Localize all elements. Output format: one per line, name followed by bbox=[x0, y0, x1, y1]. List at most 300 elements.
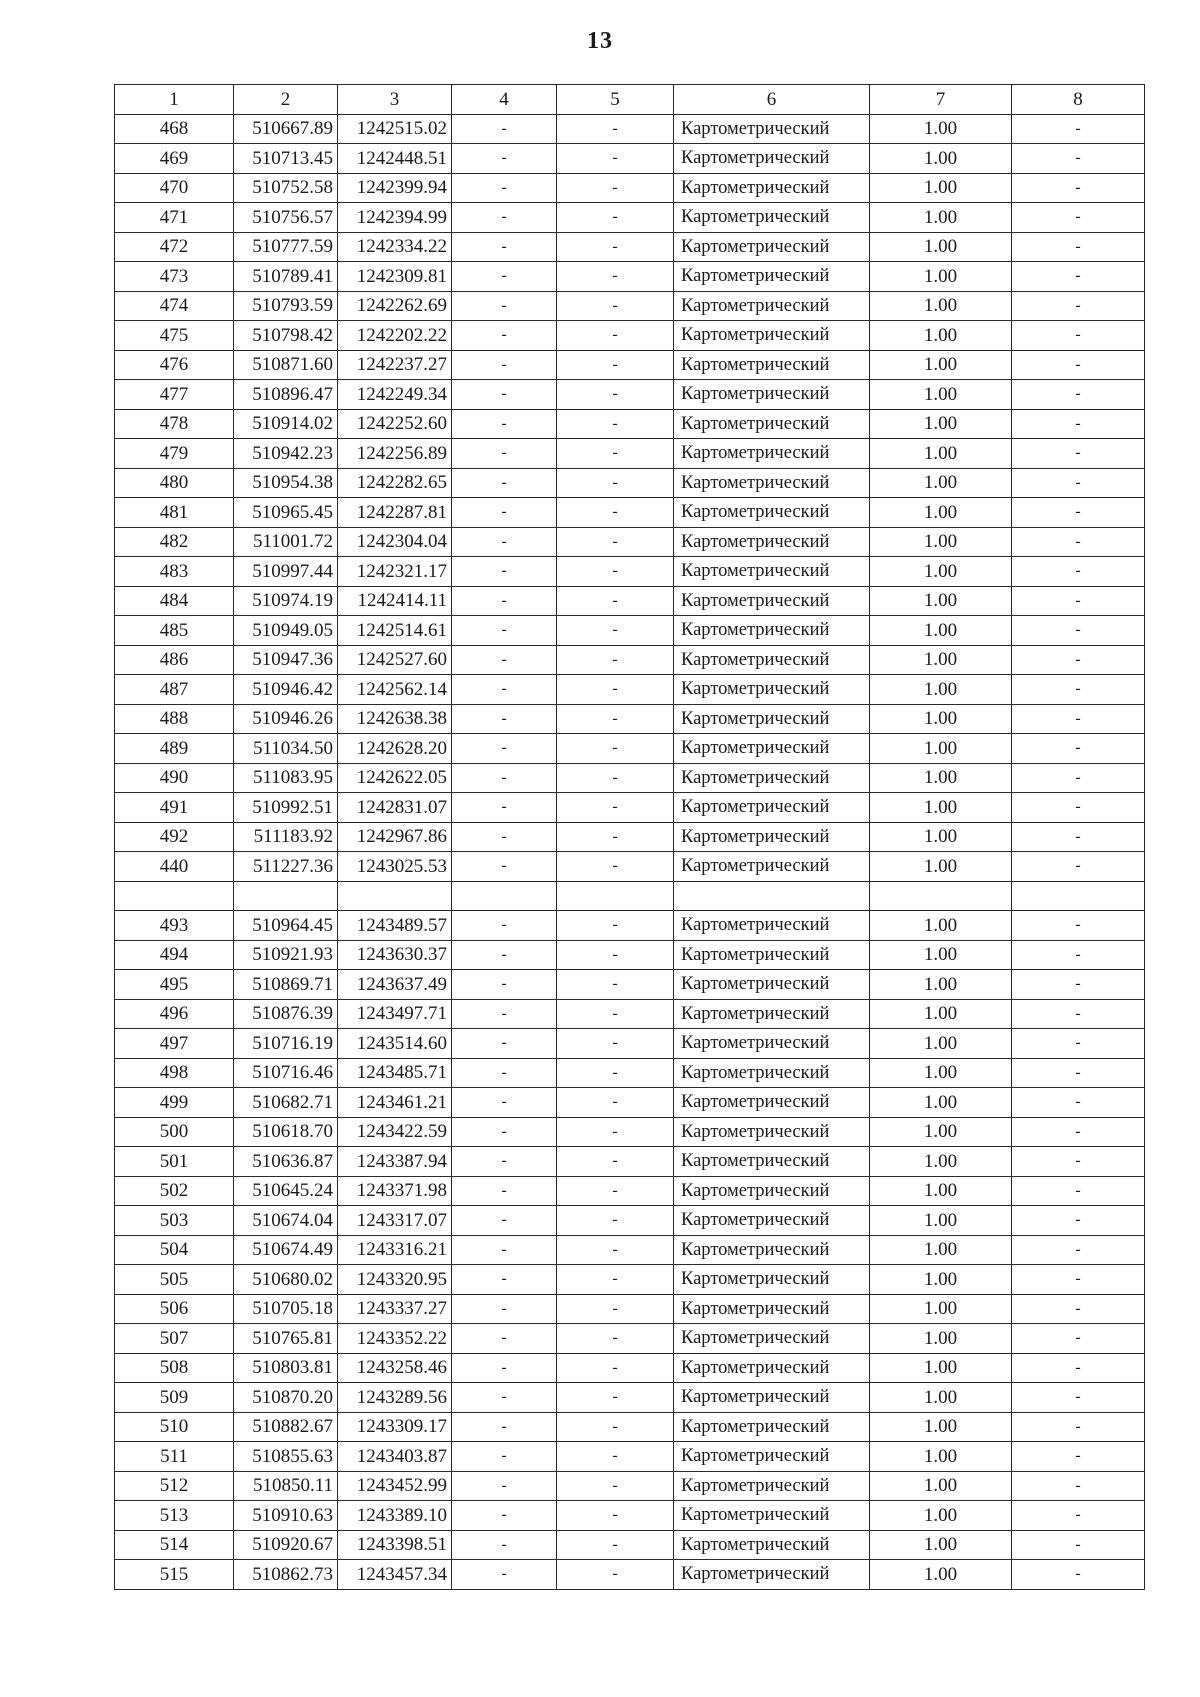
column-8-cell: - bbox=[1012, 1383, 1145, 1413]
column-8-cell: - bbox=[1012, 1265, 1145, 1295]
column-5-cell: - bbox=[557, 1353, 674, 1383]
x-coordinate-cell: 510716.19 bbox=[234, 1029, 338, 1059]
x-coordinate-cell: 510752.58 bbox=[234, 173, 338, 203]
column-5-cell: - bbox=[557, 114, 674, 144]
column-4-cell: - bbox=[452, 291, 557, 321]
column-5-cell: - bbox=[557, 1294, 674, 1324]
y-coordinate-cell: 1243352.22 bbox=[338, 1324, 452, 1354]
point-number-cell: 440 bbox=[115, 852, 234, 882]
x-coordinate-cell: 510680.02 bbox=[234, 1265, 338, 1295]
column-5-cell: - bbox=[557, 1442, 674, 1472]
y-coordinate-cell: 1243289.56 bbox=[338, 1383, 452, 1413]
point-number-cell: 502 bbox=[115, 1176, 234, 1206]
y-coordinate-cell: 1243398.51 bbox=[338, 1530, 452, 1560]
column-5-cell: - bbox=[557, 763, 674, 793]
y-coordinate-cell: 1243637.49 bbox=[338, 970, 452, 1000]
accuracy-cell: 1.00 bbox=[870, 262, 1012, 292]
accuracy-cell: 1.00 bbox=[870, 409, 1012, 439]
column-8-cell: - bbox=[1012, 586, 1145, 616]
method-cell: Картометрический bbox=[674, 645, 870, 675]
y-coordinate-cell: 1243025.53 bbox=[338, 852, 452, 882]
y-coordinate-cell: 1243316.21 bbox=[338, 1235, 452, 1265]
method-cell: Картометрический bbox=[674, 704, 870, 734]
column-8-cell: - bbox=[1012, 1324, 1145, 1354]
point-number-cell: 480 bbox=[115, 468, 234, 498]
point-number-cell: 484 bbox=[115, 586, 234, 616]
method-cell: Картометрический bbox=[674, 203, 870, 233]
method-cell: Картометрический bbox=[674, 1324, 870, 1354]
table-row bbox=[115, 793, 1145, 823]
column-5-cell: - bbox=[557, 911, 674, 941]
y-coordinate-cell: 1243489.57 bbox=[338, 911, 452, 941]
column-5-cell: - bbox=[557, 852, 674, 882]
point-number-cell: 479 bbox=[115, 439, 234, 469]
column-5-cell: - bbox=[557, 1117, 674, 1147]
point-number-cell: 497 bbox=[115, 1029, 234, 1059]
column-4-cell: - bbox=[452, 852, 557, 882]
point-number-cell: 507 bbox=[115, 1324, 234, 1354]
point-number-cell: 499 bbox=[115, 1088, 234, 1118]
x-coordinate-cell: 510964.45 bbox=[234, 911, 338, 941]
column-8-cell: - bbox=[1012, 970, 1145, 1000]
column-4-cell: - bbox=[452, 1235, 557, 1265]
column-4-cell: - bbox=[452, 940, 557, 970]
column-5-cell: - bbox=[557, 734, 674, 764]
column-8-cell: - bbox=[1012, 822, 1145, 852]
accuracy-cell: 1.00 bbox=[870, 1412, 1012, 1442]
table-row bbox=[115, 350, 1145, 380]
method-cell: Картометрический bbox=[674, 350, 870, 380]
x-coordinate-cell: 511227.36 bbox=[234, 852, 338, 882]
column-header-7: 7 bbox=[870, 85, 1012, 115]
x-coordinate-cell: 510682.71 bbox=[234, 1088, 338, 1118]
x-coordinate-cell: 510674.04 bbox=[234, 1206, 338, 1236]
method-cell: Картометрический bbox=[674, 734, 870, 764]
table-row bbox=[115, 1501, 1145, 1531]
y-coordinate-cell: 1242638.38 bbox=[338, 704, 452, 734]
column-8-cell: - bbox=[1012, 409, 1145, 439]
column-4-cell bbox=[452, 881, 557, 911]
y-coordinate-cell: 1242252.60 bbox=[338, 409, 452, 439]
column-8-cell: - bbox=[1012, 380, 1145, 410]
accuracy-cell: 1.00 bbox=[870, 616, 1012, 646]
column-5-cell: - bbox=[557, 1088, 674, 1118]
method-cell: Картометрический bbox=[674, 1176, 870, 1206]
column-5-cell: - bbox=[557, 675, 674, 705]
x-coordinate-cell: 510765.81 bbox=[234, 1324, 338, 1354]
y-coordinate-cell: 1243320.95 bbox=[338, 1265, 452, 1295]
column-4-cell: - bbox=[452, 1501, 557, 1531]
accuracy-cell: 1.00 bbox=[870, 1265, 1012, 1295]
accuracy-cell: 1.00 bbox=[870, 734, 1012, 764]
x-coordinate-cell: 510947.36 bbox=[234, 645, 338, 675]
column-4-cell: - bbox=[452, 114, 557, 144]
y-coordinate-cell: 1242287.81 bbox=[338, 498, 452, 528]
column-4-cell: - bbox=[452, 1206, 557, 1236]
point-number-cell: 501 bbox=[115, 1147, 234, 1177]
method-cell: Картометрический bbox=[674, 1206, 870, 1236]
y-coordinate-cell: 1243422.59 bbox=[338, 1117, 452, 1147]
y-coordinate-cell: 1243371.98 bbox=[338, 1176, 452, 1206]
point-number-cell: 508 bbox=[115, 1353, 234, 1383]
column-8-cell: - bbox=[1012, 498, 1145, 528]
column-4-cell: - bbox=[452, 704, 557, 734]
point-number-cell: 493 bbox=[115, 911, 234, 941]
column-5-cell: - bbox=[557, 557, 674, 587]
column-5-cell: - bbox=[557, 1147, 674, 1177]
column-8-cell: - bbox=[1012, 645, 1145, 675]
table-row bbox=[115, 380, 1145, 410]
table-row bbox=[115, 822, 1145, 852]
x-coordinate-cell: 511083.95 bbox=[234, 763, 338, 793]
accuracy-cell: 1.00 bbox=[870, 1471, 1012, 1501]
point-number-cell bbox=[115, 881, 234, 911]
method-cell: Картометрический bbox=[674, 970, 870, 1000]
x-coordinate-cell: 510974.19 bbox=[234, 586, 338, 616]
column-4-cell: - bbox=[452, 1412, 557, 1442]
x-coordinate-cell bbox=[234, 881, 338, 911]
x-coordinate-cell: 510777.59 bbox=[234, 232, 338, 262]
accuracy-cell: 1.00 bbox=[870, 1088, 1012, 1118]
column-8-cell: - bbox=[1012, 173, 1145, 203]
x-coordinate-cell: 510636.87 bbox=[234, 1147, 338, 1177]
column-5-cell: - bbox=[557, 1471, 674, 1501]
column-5-cell: - bbox=[557, 527, 674, 557]
table-row bbox=[115, 1383, 1145, 1413]
table-row bbox=[115, 970, 1145, 1000]
x-coordinate-cell: 510667.89 bbox=[234, 114, 338, 144]
y-coordinate-cell: 1242562.14 bbox=[338, 675, 452, 705]
column-8-cell: - bbox=[1012, 1235, 1145, 1265]
x-coordinate-cell: 510920.67 bbox=[234, 1530, 338, 1560]
point-number-cell: 515 bbox=[115, 1560, 234, 1590]
method-cell: Картометрический bbox=[674, 173, 870, 203]
column-5-cell: - bbox=[557, 940, 674, 970]
point-number-cell: 487 bbox=[115, 675, 234, 705]
column-5-cell: - bbox=[557, 999, 674, 1029]
table-row bbox=[115, 321, 1145, 351]
method-cell: Картометрический bbox=[674, 793, 870, 823]
column-8-cell: - bbox=[1012, 1294, 1145, 1324]
column-4-cell: - bbox=[452, 616, 557, 646]
accuracy-cell: 1.00 bbox=[870, 1501, 1012, 1531]
y-coordinate-cell: 1242967.86 bbox=[338, 822, 452, 852]
x-coordinate-cell: 510910.63 bbox=[234, 1501, 338, 1531]
y-coordinate-cell: 1242321.17 bbox=[338, 557, 452, 587]
x-coordinate-cell: 510855.63 bbox=[234, 1442, 338, 1472]
method-cell: Картометрический bbox=[674, 1501, 870, 1531]
table-row bbox=[115, 1088, 1145, 1118]
table-row bbox=[115, 409, 1145, 439]
method-cell: Картометрический bbox=[674, 144, 870, 174]
column-4-cell: - bbox=[452, 144, 557, 174]
column-5-cell: - bbox=[557, 380, 674, 410]
column-4-cell: - bbox=[452, 1029, 557, 1059]
column-4-cell: - bbox=[452, 1265, 557, 1295]
column-5-cell: - bbox=[557, 468, 674, 498]
x-coordinate-cell: 510965.45 bbox=[234, 498, 338, 528]
column-4-cell: - bbox=[452, 1530, 557, 1560]
table-row bbox=[115, 1206, 1145, 1236]
column-5-cell: - bbox=[557, 291, 674, 321]
accuracy-cell: 1.00 bbox=[870, 1324, 1012, 1354]
point-number-cell: 472 bbox=[115, 232, 234, 262]
accuracy-cell: 1.00 bbox=[870, 439, 1012, 469]
method-cell: Картометрический bbox=[674, 1560, 870, 1590]
column-8-cell: - bbox=[1012, 1501, 1145, 1531]
table-row bbox=[115, 557, 1145, 587]
column-8-cell: - bbox=[1012, 1530, 1145, 1560]
table-header-row bbox=[115, 85, 1145, 115]
x-coordinate-cell: 510997.44 bbox=[234, 557, 338, 587]
column-5-cell: - bbox=[557, 1235, 674, 1265]
table-row bbox=[115, 203, 1145, 233]
point-number-cell: 469 bbox=[115, 144, 234, 174]
table-row bbox=[115, 1353, 1145, 1383]
column-4-cell: - bbox=[452, 1294, 557, 1324]
method-cell: Картометрический bbox=[674, 1353, 870, 1383]
y-coordinate-cell: 1242394.99 bbox=[338, 203, 452, 233]
accuracy-cell: 1.00 bbox=[870, 1560, 1012, 1590]
point-number-cell: 489 bbox=[115, 734, 234, 764]
x-coordinate-cell: 510645.24 bbox=[234, 1176, 338, 1206]
y-coordinate-cell: 1242514.61 bbox=[338, 616, 452, 646]
point-number-cell: 500 bbox=[115, 1117, 234, 1147]
table-row bbox=[115, 645, 1145, 675]
accuracy-cell: 1.00 bbox=[870, 1029, 1012, 1059]
x-coordinate-cell: 510716.46 bbox=[234, 1058, 338, 1088]
x-coordinate-cell: 510618.70 bbox=[234, 1117, 338, 1147]
column-8-cell: - bbox=[1012, 793, 1145, 823]
x-coordinate-cell: 510992.51 bbox=[234, 793, 338, 823]
column-4-cell: - bbox=[452, 675, 557, 705]
table-row bbox=[115, 1324, 1145, 1354]
method-cell: Картометрический bbox=[674, 1029, 870, 1059]
column-5-cell: - bbox=[557, 970, 674, 1000]
point-number-cell: 482 bbox=[115, 527, 234, 557]
column-4-cell: - bbox=[452, 1058, 557, 1088]
y-coordinate-cell: 1243309.17 bbox=[338, 1412, 452, 1442]
column-5-cell: - bbox=[557, 232, 674, 262]
method-cell: Картометрический bbox=[674, 291, 870, 321]
accuracy-cell: 1.00 bbox=[870, 645, 1012, 675]
method-cell: Картометрический bbox=[674, 262, 870, 292]
accuracy-cell: 1.00 bbox=[870, 1383, 1012, 1413]
method-cell: Картометрический bbox=[674, 1442, 870, 1472]
accuracy-cell: 1.00 bbox=[870, 1294, 1012, 1324]
column-4-cell: - bbox=[452, 350, 557, 380]
table-row bbox=[115, 704, 1145, 734]
x-coordinate-cell: 511001.72 bbox=[234, 527, 338, 557]
accuracy-cell: 1.00 bbox=[870, 1147, 1012, 1177]
column-5-cell: - bbox=[557, 350, 674, 380]
method-cell: Картометрический bbox=[674, 1530, 870, 1560]
accuracy-cell: 1.00 bbox=[870, 498, 1012, 528]
method-cell: Картометрический bbox=[674, 1235, 870, 1265]
table-row bbox=[115, 527, 1145, 557]
column-5-cell: - bbox=[557, 321, 674, 351]
method-cell: Картометрический bbox=[674, 586, 870, 616]
table-row bbox=[115, 1176, 1145, 1206]
column-8-cell: - bbox=[1012, 1029, 1145, 1059]
table-row bbox=[115, 144, 1145, 174]
method-cell: Картометрический bbox=[674, 616, 870, 646]
column-8-cell: - bbox=[1012, 1471, 1145, 1501]
column-4-cell: - bbox=[452, 734, 557, 764]
column-4-cell: - bbox=[452, 999, 557, 1029]
column-8-cell: - bbox=[1012, 262, 1145, 292]
point-number-cell: 470 bbox=[115, 173, 234, 203]
accuracy-cell: 1.00 bbox=[870, 1442, 1012, 1472]
column-5-cell: - bbox=[557, 793, 674, 823]
column-8-cell: - bbox=[1012, 1560, 1145, 1590]
point-number-cell: 490 bbox=[115, 763, 234, 793]
x-coordinate-cell: 510871.60 bbox=[234, 350, 338, 380]
y-coordinate-cell: 1242309.81 bbox=[338, 262, 452, 292]
column-5-cell: - bbox=[557, 1206, 674, 1236]
method-cell: Картометрический bbox=[674, 763, 870, 793]
method-cell: Картометрический bbox=[674, 940, 870, 970]
y-coordinate-cell: 1242515.02 bbox=[338, 114, 452, 144]
table-row bbox=[115, 1029, 1145, 1059]
table-row bbox=[115, 1530, 1145, 1560]
table-body bbox=[115, 114, 1145, 1589]
column-header-2: 2 bbox=[234, 85, 338, 115]
x-coordinate-cell: 510946.26 bbox=[234, 704, 338, 734]
x-coordinate-cell: 510942.23 bbox=[234, 439, 338, 469]
column-4-cell: - bbox=[452, 1117, 557, 1147]
x-coordinate-cell: 510850.11 bbox=[234, 1471, 338, 1501]
accuracy-cell: 1.00 bbox=[870, 822, 1012, 852]
column-4-cell: - bbox=[452, 203, 557, 233]
point-number-cell: 491 bbox=[115, 793, 234, 823]
accuracy-cell: 1.00 bbox=[870, 321, 1012, 351]
table-row bbox=[115, 586, 1145, 616]
point-number-cell: 471 bbox=[115, 203, 234, 233]
y-coordinate-cell: 1243457.34 bbox=[338, 1560, 452, 1590]
method-cell: Картометрический bbox=[674, 1117, 870, 1147]
point-number-cell: 486 bbox=[115, 645, 234, 675]
column-4-cell: - bbox=[452, 793, 557, 823]
column-header-3: 3 bbox=[338, 85, 452, 115]
column-8-cell: - bbox=[1012, 1147, 1145, 1177]
table-row bbox=[115, 763, 1145, 793]
method-cell: Картометрический bbox=[674, 1412, 870, 1442]
y-coordinate-cell: 1243403.87 bbox=[338, 1442, 452, 1472]
accuracy-cell: 1.00 bbox=[870, 704, 1012, 734]
point-number-cell: 481 bbox=[115, 498, 234, 528]
column-header-8: 8 bbox=[1012, 85, 1145, 115]
method-cell: Картометрический bbox=[674, 1147, 870, 1177]
column-4-cell: - bbox=[452, 1147, 557, 1177]
column-4-cell: - bbox=[452, 645, 557, 675]
x-coordinate-cell: 510793.59 bbox=[234, 291, 338, 321]
accuracy-cell: 1.00 bbox=[870, 1058, 1012, 1088]
point-number-cell: 488 bbox=[115, 704, 234, 734]
y-coordinate-cell: 1243485.71 bbox=[338, 1058, 452, 1088]
column-8-cell: - bbox=[1012, 734, 1145, 764]
column-8-cell: - bbox=[1012, 1412, 1145, 1442]
column-8-cell: - bbox=[1012, 321, 1145, 351]
x-coordinate-cell: 510949.05 bbox=[234, 616, 338, 646]
column-5-cell: - bbox=[557, 144, 674, 174]
column-5-cell: - bbox=[557, 1265, 674, 1295]
point-number-cell: 474 bbox=[115, 291, 234, 321]
column-8-cell: - bbox=[1012, 704, 1145, 734]
table-row bbox=[115, 675, 1145, 705]
accuracy-cell: 1.00 bbox=[870, 675, 1012, 705]
x-coordinate-cell: 511034.50 bbox=[234, 734, 338, 764]
column-5-cell: - bbox=[557, 1560, 674, 1590]
column-4-cell: - bbox=[452, 173, 557, 203]
table-row bbox=[115, 1265, 1145, 1295]
column-8-cell: - bbox=[1012, 203, 1145, 233]
column-8-cell: - bbox=[1012, 1353, 1145, 1383]
column-5-cell: - bbox=[557, 498, 674, 528]
table-row bbox=[115, 232, 1145, 262]
method-cell: Картометрический bbox=[674, 380, 870, 410]
method-cell: Картометрический bbox=[674, 114, 870, 144]
point-number-cell: 473 bbox=[115, 262, 234, 292]
y-coordinate-cell: 1242262.69 bbox=[338, 291, 452, 321]
column-8-cell: - bbox=[1012, 763, 1145, 793]
column-4-cell: - bbox=[452, 321, 557, 351]
x-coordinate-cell: 510896.47 bbox=[234, 380, 338, 410]
y-coordinate-cell: 1243497.71 bbox=[338, 999, 452, 1029]
method-cell: Картометрический bbox=[674, 468, 870, 498]
y-coordinate-cell: 1242237.27 bbox=[338, 350, 452, 380]
accuracy-cell: 1.00 bbox=[870, 114, 1012, 144]
method-cell: Картометрический bbox=[674, 557, 870, 587]
column-4-cell: - bbox=[452, 1383, 557, 1413]
x-coordinate-cell: 510798.42 bbox=[234, 321, 338, 351]
column-5-cell: - bbox=[557, 586, 674, 616]
accuracy-cell: 1.00 bbox=[870, 1206, 1012, 1236]
method-cell: Картометрический bbox=[674, 675, 870, 705]
accuracy-cell: 1.00 bbox=[870, 144, 1012, 174]
column-4-cell: - bbox=[452, 380, 557, 410]
method-cell: Картометрический bbox=[674, 439, 870, 469]
column-8-cell: - bbox=[1012, 852, 1145, 882]
column-5-cell: - bbox=[557, 1029, 674, 1059]
method-cell: Картометрический bbox=[674, 232, 870, 262]
column-8-cell: - bbox=[1012, 1176, 1145, 1206]
column-8-cell: - bbox=[1012, 527, 1145, 557]
y-coordinate-cell: 1242304.04 bbox=[338, 527, 452, 557]
point-number-cell: 496 bbox=[115, 999, 234, 1029]
accuracy-cell: 1.00 bbox=[870, 527, 1012, 557]
column-header-6: 6 bbox=[674, 85, 870, 115]
accuracy-cell: 1.00 bbox=[870, 763, 1012, 793]
y-coordinate-cell: 1242202.22 bbox=[338, 321, 452, 351]
column-5-cell: - bbox=[557, 1058, 674, 1088]
point-number-cell: 475 bbox=[115, 321, 234, 351]
point-number-cell: 468 bbox=[115, 114, 234, 144]
method-cell: Картометрический bbox=[674, 409, 870, 439]
column-5-cell bbox=[557, 881, 674, 911]
column-8-cell: - bbox=[1012, 940, 1145, 970]
y-coordinate-cell: 1243514.60 bbox=[338, 1029, 452, 1059]
method-cell: Картометрический bbox=[674, 321, 870, 351]
method-cell bbox=[674, 881, 870, 911]
point-number-cell: 478 bbox=[115, 409, 234, 439]
column-5-cell: - bbox=[557, 409, 674, 439]
table-row bbox=[115, 1147, 1145, 1177]
table-row bbox=[115, 291, 1145, 321]
table-row bbox=[115, 439, 1145, 469]
y-coordinate-cell: 1243461.21 bbox=[338, 1088, 452, 1118]
page-number: 13 bbox=[587, 28, 613, 54]
